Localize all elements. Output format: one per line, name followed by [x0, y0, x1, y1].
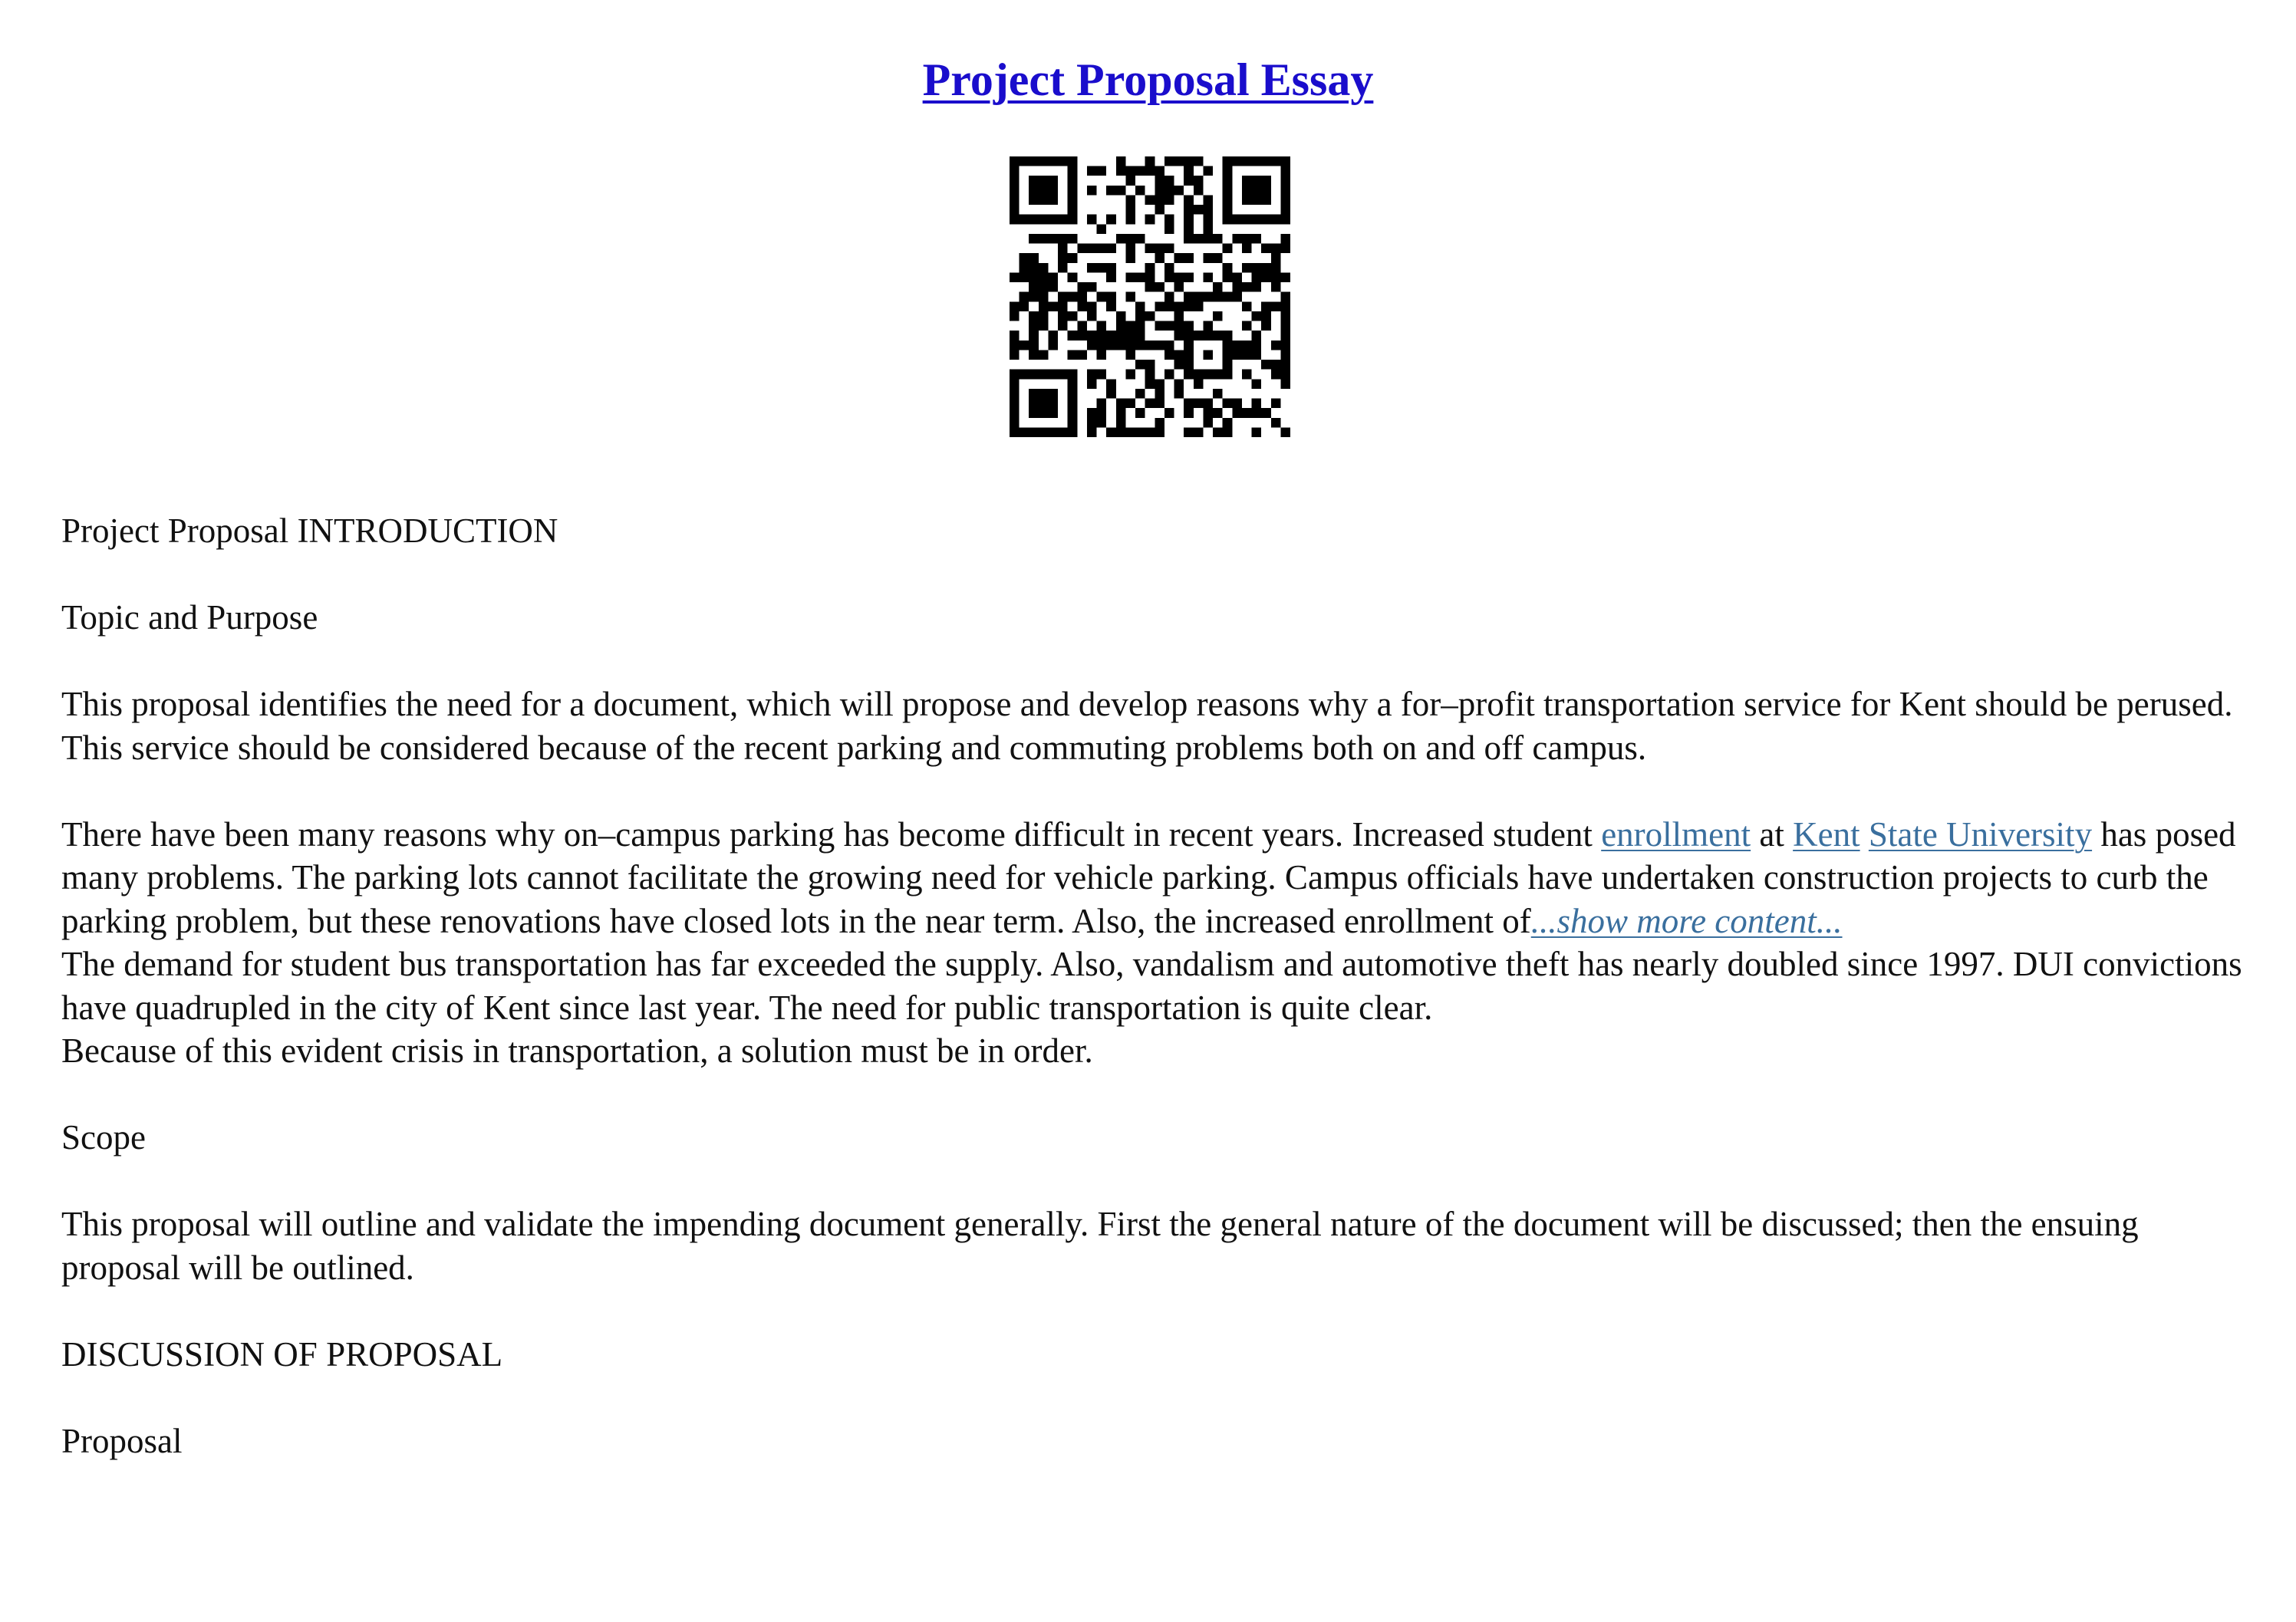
show-more-link[interactable]: ...show more content...: [1530, 901, 1843, 940]
title-container: [0, 54, 2296, 107]
heading-scope: Scope: [61, 1118, 146, 1156]
qr-code-icon: [1010, 156, 1290, 437]
paragraph-parking-text-c: has posed many problems. The parking lots cannot facilitate the growing need for vehicle parking. Campus officials have undertaken construction projects to curb the parking problem, but these renovations have closed lots in the near term. Also, the increased enrollment of: [61, 814, 2236, 940]
heading-introduction: Project Proposal INTRODUCTION: [61, 512, 558, 550]
essay-body: [61, 509, 2255, 1506]
page-title-link[interactable]: Project Proposal Essay: [922, 54, 1374, 105]
paragraph-scope: This proposal will outline and validate the impending document generally. First the general nature of the document will be discussed; then the ensuing proposal will be outlined.: [61, 1205, 2139, 1287]
paragraph-parking-text-a: There have been many reasons why on–campus parking has become difficult in recent years. Increased student: [61, 814, 1602, 854]
link-kent[interactable]: Kent: [1793, 814, 1860, 854]
heading-topic-purpose: Topic and Purpose: [61, 598, 318, 637]
paragraph-parking: [61, 813, 2255, 943]
link-enrollment[interactable]: enrollment: [1601, 814, 1751, 854]
heading-proposal: Proposal: [61, 1421, 183, 1460]
heading-discussion: DISCUSSION OF PROPOSAL: [61, 1334, 503, 1374]
paragraph-purpose: This proposal identifies the need for a document, which will propose and develop reasons why a for–profit transportation service for Kent should be perused. This service should be considered because of the recent parking and commuting problems both on and off campus.: [61, 685, 2233, 767]
link-state-university[interactable]: State University: [1868, 814, 2093, 854]
paragraph-bus-demand: The demand for student bus transportation has far exceeded the supply. Also, vandalism and automotive theft has nearly doubled since 1997. DUI convictions have quadrupled in the city of Kent since last year. The need for public transportation is quite clear.: [61, 945, 2242, 1027]
paragraph-parking-text-b: at: [1751, 814, 1794, 854]
paragraph-solution: Because of this evident crisis in transportation, a solution must be in order.: [61, 1031, 1093, 1070]
